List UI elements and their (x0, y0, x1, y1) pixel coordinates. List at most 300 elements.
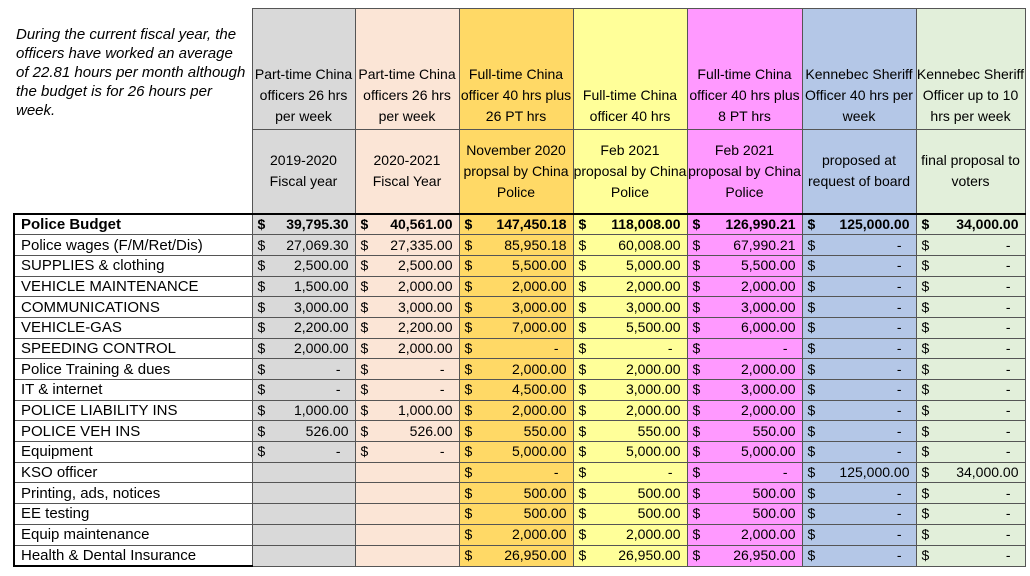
column-header-subtitle: November 2020 propsal by China Police (459, 130, 573, 214)
table-cell (916, 380, 1025, 401)
table-cell (355, 338, 459, 359)
currency-value (917, 546, 1025, 565)
currency-symbol: $ (807, 360, 816, 377)
currency-value (917, 463, 1025, 482)
table-cell (355, 380, 459, 401)
column-header-subtitle: Feb 2021 proposal by China Police (687, 130, 802, 214)
currency-value (574, 360, 687, 379)
amount: 2,500.00 (294, 257, 349, 274)
table-cell (687, 235, 802, 256)
amount: 500.00 (752, 505, 796, 522)
currency-value (688, 256, 802, 275)
currency-value (803, 277, 916, 296)
currency-symbol: $ (921, 422, 930, 439)
currency-value (688, 360, 802, 379)
table-row (14, 442, 1025, 463)
table-cell (573, 504, 687, 525)
amount: - (896, 339, 902, 356)
amount: - (1005, 277, 1011, 294)
currency-value (460, 484, 573, 503)
amount: 550.00 (637, 422, 681, 439)
table-row (14, 483, 1025, 504)
currency-value (917, 236, 1025, 255)
currency-symbol: $ (921, 443, 930, 460)
currency-value (574, 504, 687, 523)
row-label: VEHICLE MAINTENANCE (14, 276, 252, 297)
currency-value (803, 215, 916, 234)
amount: - (896, 298, 902, 315)
amount: 118,008.00 (611, 215, 681, 232)
table-row (14, 504, 1025, 525)
table-cell (687, 380, 802, 401)
table-cell (916, 214, 1025, 235)
currency-symbol: $ (921, 277, 930, 294)
table-cell (802, 255, 916, 276)
table-cell (916, 338, 1025, 359)
currency-value (688, 504, 802, 523)
table-cell (252, 255, 355, 276)
table-cell (687, 483, 802, 504)
amount: 2,000.00 (741, 277, 796, 294)
table-cell (802, 504, 916, 525)
amount: 2,000.00 (626, 526, 681, 543)
table-cell (687, 504, 802, 525)
currency-value (356, 442, 459, 461)
currency-symbol: $ (464, 464, 473, 481)
table-cell (916, 317, 1025, 338)
currency-symbol: $ (807, 443, 816, 460)
amount: - (896, 402, 902, 419)
currency-value (574, 401, 687, 420)
table-cell (459, 235, 573, 256)
table-cell (252, 297, 355, 318)
currency-value (803, 504, 916, 523)
currency-symbol: $ (807, 319, 816, 336)
currency-symbol: $ (807, 484, 816, 501)
table-cell (687, 214, 802, 235)
currency-symbol: $ (464, 547, 473, 564)
currency-symbol: $ (464, 422, 473, 439)
table-row (14, 462, 1025, 483)
currency-value (356, 380, 459, 399)
currency-symbol: $ (578, 319, 587, 336)
table-cell (355, 483, 459, 504)
table-cell (573, 317, 687, 338)
table-cell (459, 297, 573, 318)
currency-symbol: $ (464, 402, 473, 419)
table-cell (687, 545, 802, 566)
table-cell (459, 442, 573, 463)
currency-value (803, 546, 916, 565)
currency-value (253, 380, 355, 399)
currency-symbol: $ (578, 298, 587, 315)
currency-symbol: $ (360, 236, 369, 253)
currency-symbol: $ (921, 236, 930, 253)
currency-value (356, 256, 459, 275)
amount: 125,000.00 (839, 464, 910, 481)
table-cell (916, 421, 1025, 442)
table-cell (459, 359, 573, 380)
amount: 2,000.00 (626, 277, 681, 294)
currency-symbol: $ (807, 505, 816, 522)
table-cell (459, 255, 573, 276)
currency-symbol: $ (692, 339, 701, 356)
currency-symbol: $ (921, 215, 930, 232)
currency-symbol: $ (578, 422, 587, 439)
table-cell (687, 462, 802, 483)
table-row (14, 317, 1025, 338)
row-label: POLICE LIABILITY INS (14, 400, 252, 421)
amount: - (896, 484, 902, 501)
amount: - (896, 422, 902, 439)
table-row (14, 545, 1025, 566)
amount: - (896, 505, 902, 522)
amount: - (553, 464, 559, 481)
amount: 5,000.00 (626, 443, 681, 460)
currency-symbol: $ (692, 464, 701, 481)
table-cell (355, 442, 459, 463)
currency-value (803, 318, 916, 337)
currency-value (574, 339, 687, 358)
currency-symbol: $ (692, 360, 701, 377)
amount: - (1005, 422, 1011, 439)
currency-value (803, 442, 916, 461)
currency-value (460, 318, 573, 337)
table-cell (459, 338, 573, 359)
amount: 26,950.00 (504, 547, 567, 564)
amount: 27,069.30 (286, 236, 349, 253)
amount: - (439, 360, 445, 377)
table-cell (802, 400, 916, 421)
row-label: KSO officer (14, 462, 252, 483)
amount: 526.00 (409, 422, 453, 439)
currency-value (253, 298, 355, 317)
column-header-title: Kennebec Sheriff Officer 40 hrs per week (802, 9, 916, 130)
currency-value (688, 339, 802, 358)
amount: - (1005, 257, 1011, 274)
currency-value (574, 422, 687, 441)
amount: 2,200.00 (294, 319, 349, 336)
table-cell (573, 297, 687, 318)
column-header-title: Full-time China officer 40 hrs plus 26 PT hrs (459, 9, 573, 130)
currency-value (803, 422, 916, 441)
table-cell (687, 297, 802, 318)
table-cell (355, 504, 459, 525)
amount: - (667, 339, 673, 356)
amount: 2,000.00 (626, 360, 681, 377)
table-cell (459, 380, 573, 401)
currency-value (803, 380, 916, 399)
amount: 550.00 (752, 422, 796, 439)
currency-value (356, 339, 459, 358)
amount: 2,000.00 (741, 526, 796, 543)
column-header-subtitle: 2020-2021 Fiscal Year (355, 130, 459, 214)
currency-symbol: $ (692, 381, 701, 398)
table-cell (252, 359, 355, 380)
column-header-title: Full-time China officer 40 hrs plus 8 PT hrs (687, 9, 802, 130)
currency-value (460, 504, 573, 523)
currency-symbol: $ (692, 257, 701, 274)
currency-symbol: $ (807, 277, 816, 294)
table-cell (355, 524, 459, 545)
currency-symbol: $ (692, 526, 701, 543)
currency-symbol: $ (578, 443, 587, 460)
amount: 2,000.00 (512, 277, 567, 294)
table-cell (687, 421, 802, 442)
table-cell (355, 214, 459, 235)
currency-value (460, 339, 573, 358)
row-label: EE testing (14, 504, 252, 525)
currency-value (574, 525, 687, 544)
table-cell (916, 483, 1025, 504)
currency-value (688, 380, 802, 399)
table-row (14, 421, 1025, 442)
currency-value (688, 422, 802, 441)
amount: 125,000.00 (839, 215, 910, 232)
currency-symbol: $ (360, 257, 369, 274)
currency-value (688, 442, 802, 461)
amount: - (896, 381, 902, 398)
currency-symbol: $ (464, 443, 473, 460)
amount: - (896, 360, 902, 377)
currency-value (803, 401, 916, 420)
currency-value (574, 380, 687, 399)
amount: 526.00 (305, 422, 349, 439)
currency-symbol: $ (257, 381, 266, 398)
table-cell (802, 545, 916, 566)
table-cell (916, 276, 1025, 297)
table-cell (355, 545, 459, 566)
table-cell (573, 276, 687, 297)
amount: 2,000.00 (512, 526, 567, 543)
currency-value (574, 277, 687, 296)
table-cell (252, 421, 355, 442)
currency-symbol: $ (257, 360, 266, 377)
currency-symbol: $ (921, 402, 930, 419)
currency-symbol: $ (578, 484, 587, 501)
amount: 500.00 (523, 484, 567, 501)
amount: 2,000.00 (741, 402, 796, 419)
currency-symbol: $ (257, 298, 266, 315)
currency-symbol: $ (257, 319, 266, 336)
currency-value (574, 256, 687, 275)
currency-symbol: $ (578, 526, 587, 543)
currency-symbol: $ (578, 277, 587, 294)
table-cell (459, 276, 573, 297)
table-cell (252, 380, 355, 401)
amount: 6,000.00 (741, 319, 796, 336)
amount: 5,500.00 (626, 319, 681, 336)
currency-value (253, 318, 355, 337)
table-cell (252, 442, 355, 463)
table-cell (573, 380, 687, 401)
currency-value (356, 401, 459, 420)
table-cell (573, 483, 687, 504)
currency-symbol: $ (578, 215, 587, 232)
currency-symbol: $ (921, 298, 930, 315)
table-cell (802, 483, 916, 504)
table-cell (459, 545, 573, 566)
currency-symbol: $ (807, 215, 816, 232)
currency-value (574, 442, 687, 461)
table-cell (687, 255, 802, 276)
currency-symbol: $ (692, 547, 701, 564)
amount: 27,335.00 (390, 236, 453, 253)
currency-value (356, 318, 459, 337)
currency-value (688, 525, 802, 544)
currency-symbol: $ (464, 215, 473, 232)
row-label: Police wages (F/M/Ret/Dis) (14, 235, 252, 256)
table-cell (573, 545, 687, 566)
currency-value (253, 215, 355, 234)
row-label: SPEEDING CONTROL (14, 338, 252, 359)
currency-symbol: $ (807, 298, 816, 315)
amount: 5,500.00 (741, 257, 796, 274)
currency-value (460, 463, 573, 482)
table-cell (573, 235, 687, 256)
currency-symbol: $ (360, 215, 369, 232)
amount: 3,000.00 (398, 298, 453, 315)
amount: 5,000.00 (512, 443, 567, 460)
currency-value (803, 463, 916, 482)
amount: 2,200.00 (398, 319, 453, 336)
currency-value (356, 215, 459, 234)
currency-symbol: $ (692, 443, 701, 460)
currency-value (253, 339, 355, 358)
currency-value (917, 484, 1025, 503)
currency-symbol: $ (692, 422, 701, 439)
amount: - (1005, 298, 1011, 315)
amount: - (1005, 360, 1011, 377)
currency-symbol: $ (464, 505, 473, 522)
table-cell (573, 338, 687, 359)
currency-value (917, 298, 1025, 317)
table-cell (687, 317, 802, 338)
amount: 3,000.00 (294, 298, 349, 315)
currency-value (356, 236, 459, 255)
currency-symbol: $ (578, 402, 587, 419)
table-cell (916, 504, 1025, 525)
amount: 85,950.18 (504, 236, 567, 253)
currency-value (460, 215, 573, 234)
row-label: COMMUNICATIONS (14, 297, 252, 318)
currency-symbol: $ (578, 339, 587, 356)
currency-symbol: $ (464, 319, 473, 336)
currency-value (688, 215, 802, 234)
currency-symbol: $ (360, 422, 369, 439)
amount: - (896, 277, 902, 294)
currency-value (917, 525, 1025, 544)
table-row (14, 338, 1025, 359)
currency-value (917, 380, 1025, 399)
currency-value (574, 463, 687, 482)
currency-value (803, 256, 916, 275)
currency-value (460, 256, 573, 275)
table-cell (916, 545, 1025, 566)
currency-value (803, 484, 916, 503)
amount: 26,950.00 (618, 547, 681, 564)
amount: - (335, 360, 341, 377)
table-cell (916, 442, 1025, 463)
currency-symbol: $ (692, 298, 701, 315)
currency-symbol: $ (578, 547, 587, 564)
currency-value (917, 277, 1025, 296)
currency-symbol: $ (807, 402, 816, 419)
amount: - (1005, 339, 1011, 356)
table-cell (459, 214, 573, 235)
amount: 1,500.00 (294, 277, 349, 294)
table-cell (916, 235, 1025, 256)
currency-symbol: $ (578, 236, 587, 253)
table-cell (573, 400, 687, 421)
amount: - (439, 381, 445, 398)
currency-symbol: $ (807, 257, 816, 274)
currency-value (688, 463, 802, 482)
table-cell (802, 235, 916, 256)
currency-symbol: $ (464, 339, 473, 356)
row-label: Equip maintenance (14, 524, 252, 545)
currency-value (917, 442, 1025, 461)
currency-symbol: $ (578, 505, 587, 522)
currency-symbol: $ (360, 360, 369, 377)
column-header-title: Kennebec Sheriff Officer up to 10 hrs per week (916, 9, 1025, 130)
currency-symbol: $ (921, 339, 930, 356)
table-cell (687, 524, 802, 545)
amount: - (896, 319, 902, 336)
currency-symbol: $ (360, 319, 369, 336)
currency-value (253, 442, 355, 461)
amount: 2,500.00 (398, 257, 453, 274)
table-cell (459, 317, 573, 338)
table-cell (459, 462, 573, 483)
amount: - (667, 464, 673, 481)
amount: 3,000.00 (512, 298, 567, 315)
currency-value (460, 442, 573, 461)
currency-value (574, 298, 687, 317)
currency-symbol: $ (692, 319, 701, 336)
currency-value (253, 236, 355, 255)
amount: 2,000.00 (512, 360, 567, 377)
table-cell (252, 504, 355, 525)
currency-value (688, 277, 802, 296)
amount: - (335, 443, 341, 460)
table-cell (252, 276, 355, 297)
currency-value (460, 380, 573, 399)
amount: 147,450.18 (496, 215, 567, 232)
table-cell (687, 400, 802, 421)
currency-symbol: $ (257, 277, 266, 294)
currency-symbol: $ (692, 277, 701, 294)
table-cell (252, 524, 355, 545)
table-cell (802, 297, 916, 318)
currency-value (460, 277, 573, 296)
amount: - (1005, 381, 1011, 398)
amount: 2,000.00 (512, 402, 567, 419)
currency-symbol: $ (807, 339, 816, 356)
currency-symbol: $ (360, 339, 369, 356)
amount: 34,000.00 (956, 464, 1019, 481)
currency-symbol: $ (807, 526, 816, 543)
table-cell (355, 276, 459, 297)
table-cell (573, 214, 687, 235)
currency-value (688, 318, 802, 337)
table-cell (916, 255, 1025, 276)
amount: 1,000.00 (398, 402, 453, 419)
currency-symbol: $ (360, 402, 369, 419)
amount: - (1005, 505, 1011, 522)
row-label: SUPPLIES & clothing (14, 255, 252, 276)
currency-value (803, 360, 916, 379)
